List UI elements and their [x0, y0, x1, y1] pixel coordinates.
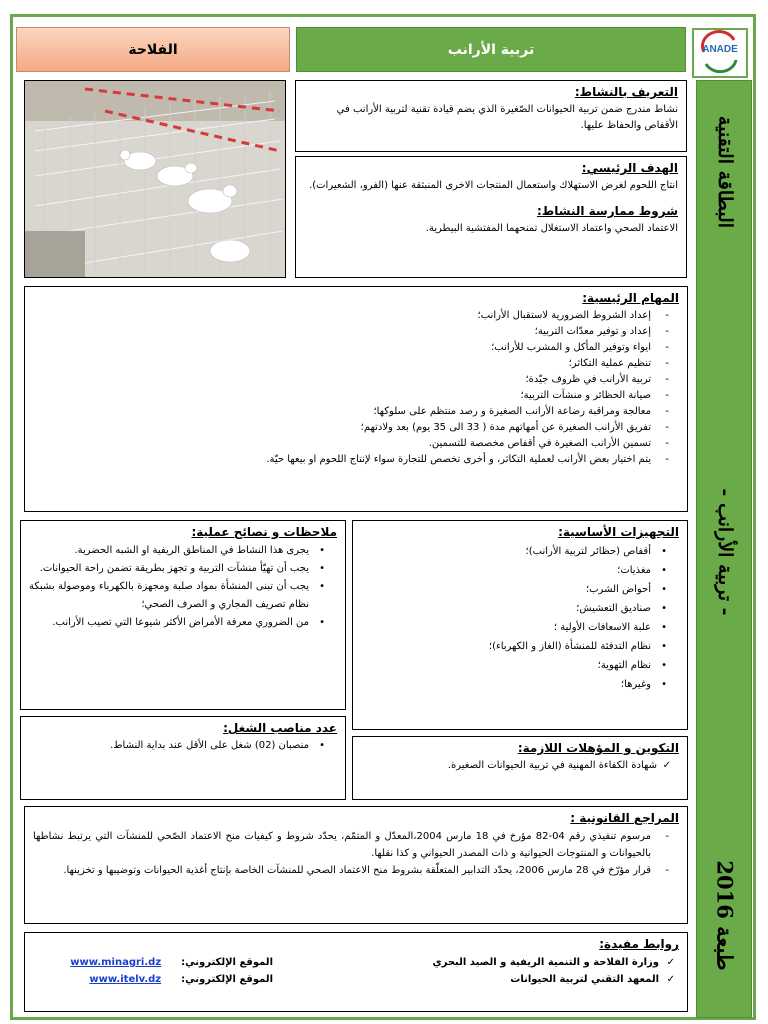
- activity-title: تربية الأرانب: [296, 27, 686, 72]
- jobs-list: [29, 738, 337, 754]
- rabbit-cages-photo: [24, 80, 286, 278]
- list-item: ✓ شهادة الكفاءة المهنية في تربية الحيوانات الصغيرة.: [361, 758, 679, 774]
- list-item: - تسمين الأرانب الصغيرة في أقفاص مخصصة للتسمين.: [33, 436, 679, 452]
- ministry-link[interactable]: www.minagri.dz: [70, 957, 162, 968]
- conditions-text: الاعتماد الصحي واعتماد الاستغلال تمنحهما المفتشية البيطرية.: [425, 223, 678, 234]
- goal-heading: الهدف الرئيسي:: [581, 161, 678, 175]
- link-site: [33, 954, 273, 971]
- list-item: - معالجة ومراقبة رضاعة الأرانب الصغيرة و رصد منتظم على سلوكها؛: [33, 404, 679, 420]
- definition-heading: التعريف بالنشاط:: [574, 85, 678, 99]
- list-item: - تنظيم عملية التكاثر؛: [33, 356, 679, 372]
- goal-section: [295, 156, 687, 278]
- definition-section: [295, 80, 687, 152]
- references-heading: المراجع القانونية :: [570, 811, 679, 825]
- tasks-list: [33, 308, 679, 468]
- equipment-section: [352, 520, 688, 730]
- list-item: • يجب أن تهيّأ منشآت التربية و تجهز بطريقة تضمن راحة الحيوانات.: [29, 560, 337, 578]
- list-item: • نظام التهوية؛: [361, 656, 679, 675]
- link-name: ✓ وزارة الفلاحة و التنمية الريفية و الصيد البحري: [432, 954, 679, 971]
- references-section: [24, 806, 688, 924]
- training-heading: التكوين و المؤهلات اللازمة:: [517, 741, 679, 755]
- link-site: [33, 971, 273, 988]
- references-list: [33, 828, 679, 879]
- equipment-list: [361, 542, 679, 694]
- list-item: • علبة الاسعافات الأولية ؛: [361, 618, 679, 637]
- list-item: - مرسوم تنفيذي رقم 04-82 مؤرخ في 18 مارس 2004،المعدّل و المتمّم، يحدّد شروط و كيفيات منح الاعتماد الصّحي للمنشآت التي يرتبط نشاطها بالحيوانات و المنتوجات الحيوانية و ذات المصدر الحيواني و كذا نقلها.: [33, 828, 679, 862]
- site-label: الموقع الإلكتروني:: [181, 974, 273, 985]
- list-item: - يتم اختيار بعض الأرانب لعملية التكاثر، و أخرى تخصص للتجارة سواء لإنتاج اللحوم او بيعها حيّة.: [33, 452, 679, 468]
- tasks-section: [24, 286, 688, 512]
- institute-link[interactable]: www.itelv.dz: [89, 974, 162, 985]
- logo-text: ANADE: [702, 44, 738, 55]
- goal-text: انتاج اللحوم لغرض الاستهلاك واستعمال المنتجات الاخرى المنبثقة عنها (الفرو، الشعيرات).: [309, 180, 678, 191]
- training-section: [352, 736, 688, 800]
- list-item: • مغذيات؛: [361, 561, 679, 580]
- jobs-heading: عدد مناصب الشغل:: [223, 721, 337, 735]
- list-item: - إعداد و توفير معدّات التربية؛: [33, 324, 679, 340]
- links-heading: روابط مفيدة:: [599, 937, 679, 951]
- notes-section: [20, 520, 346, 710]
- list-item: - إعداد الشروط الضرورية لاستقبال الأرانب؛: [33, 308, 679, 324]
- anade-logo: [692, 28, 748, 78]
- list-item: • أقفاص (حظائر لتربية الأرانب)؛: [361, 542, 679, 561]
- side-title-card: البطاقة التقنية: [714, 115, 736, 229]
- list-item: • أحواض الشرب؛: [361, 580, 679, 599]
- conditions-heading: شروط ممارسة النشاط:: [536, 204, 678, 218]
- side-title-activity: - تربية الأرانب -: [714, 488, 736, 616]
- notes-heading: ملاحظات و نصائح عملية:: [191, 525, 337, 539]
- sector-title: الفلاحة: [16, 27, 290, 72]
- jobs-section: [20, 716, 346, 800]
- list-item: • من الضروري معرفة الأمراض الأكثر شيوعا التي تصيب الأرانب.: [29, 614, 337, 632]
- list-item: • منصبان (02) شغل على الأقل عند بداية النشاط.: [29, 738, 337, 754]
- list-item: • صناديق التعشيش؛: [361, 599, 679, 618]
- notes-list: [29, 542, 337, 632]
- definition-text: نشاط مندرج ضمن تربية الحيوانات الصّغيرة الذي يضم قيادة تقنية لتربية الأرانب في الأقفاص والحفاظ عليها.: [336, 104, 678, 131]
- list-item: • نظام التدفئة للمنشأة (الغاز و الكهرباء)؛: [361, 637, 679, 656]
- list-item: - تفريق الأرانب الصغيرة عن أمهاتهم مدة ( 33 الى 35 يوم) بعد ولادتهم؛: [33, 420, 679, 436]
- link-name: ✓ المعهد التقني لتربية الحيوانات: [510, 971, 679, 988]
- list-item: - ايواء وتوفير المأكل و المشرب للأرانب؛: [33, 340, 679, 356]
- list-item: - صيانة الحظائر و منشآت التربية؛: [33, 388, 679, 404]
- list-item: • يجب أن تبنى المنشأة بمواد صلبة ومجهزة بالكهرباء وموصولة بشبكة نظام تصريف المجاري و الصرف الصحي؛: [29, 578, 337, 614]
- side-edition: طبعة 2016: [712, 860, 738, 971]
- list-item: • يجرى هذا النشاط في المناطق الريفية او الشبه الحضرية.: [29, 542, 337, 560]
- links-section: [24, 932, 688, 1012]
- list-item: - تربية الأرانب في ظروف جيّدة؛: [33, 372, 679, 388]
- side-band: [696, 80, 752, 1018]
- site-label: الموقع الإلكتروني:: [181, 957, 273, 968]
- training-list: [361, 758, 679, 774]
- link-row-institute: [33, 971, 679, 988]
- link-row-ministry: [33, 954, 679, 971]
- list-item: - قرار مؤرّخ في 28 مارس 2006، يحدّد التدابير المتعلّقة بشروط منح الاعتماد الصحي للمنشآت الخاصة بإنتاج أغذية الحيوانات وتوضيبها و تخزينها.: [33, 862, 679, 879]
- equipment-heading: التجهيزات الأساسية:: [558, 525, 679, 539]
- list-item: • وغيرها؛: [361, 675, 679, 694]
- tasks-heading: المهام الرئيسية:: [582, 291, 679, 305]
